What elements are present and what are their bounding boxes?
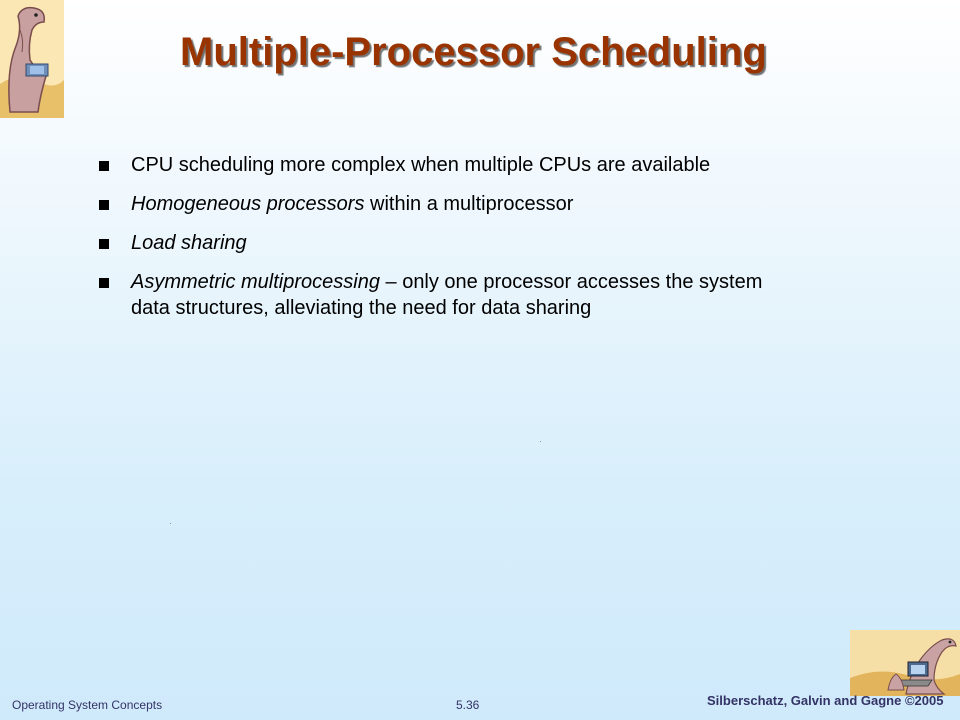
dinosaur-with-book-icon [0, 0, 64, 118]
bullet-emphasis: Homogeneous processors [131, 193, 365, 215]
footer-book-title: Operating System Concepts [12, 698, 163, 712]
bullet-text: within a multiprocessor [364, 193, 574, 215]
footer-copyright: Silberschatz, Galvin and Gagne ©2005 [707, 693, 944, 708]
bullet-item [95, 152, 765, 178]
bullet-text: CPU scheduling more complex when multiple CPUs are available [131, 154, 711, 176]
bullet-emphasis: Asymmetric multiprocessing [131, 271, 380, 293]
square-bullet-icon [99, 200, 109, 210]
square-bullet-icon [99, 161, 109, 171]
square-bullet-icon [99, 278, 109, 288]
bullet-item [95, 191, 765, 217]
footer-page-number: 5.36 [456, 698, 480, 712]
bullet-text: – only one processor accesses the system data structures, alleviating the need for data sharing [131, 271, 763, 319]
bullet-emphasis: Load sharing [131, 232, 247, 254]
bullet-item [95, 230, 765, 256]
bullet-list [95, 152, 765, 334]
square-bullet-icon [99, 239, 109, 249]
bullet-item [95, 269, 765, 321]
stray-dot [540, 441, 541, 442]
slide-title: Multiple-Processor Scheduling [180, 30, 767, 74]
dinosaur-with-laptop-icon [850, 630, 960, 696]
stray-dot [170, 523, 171, 524]
